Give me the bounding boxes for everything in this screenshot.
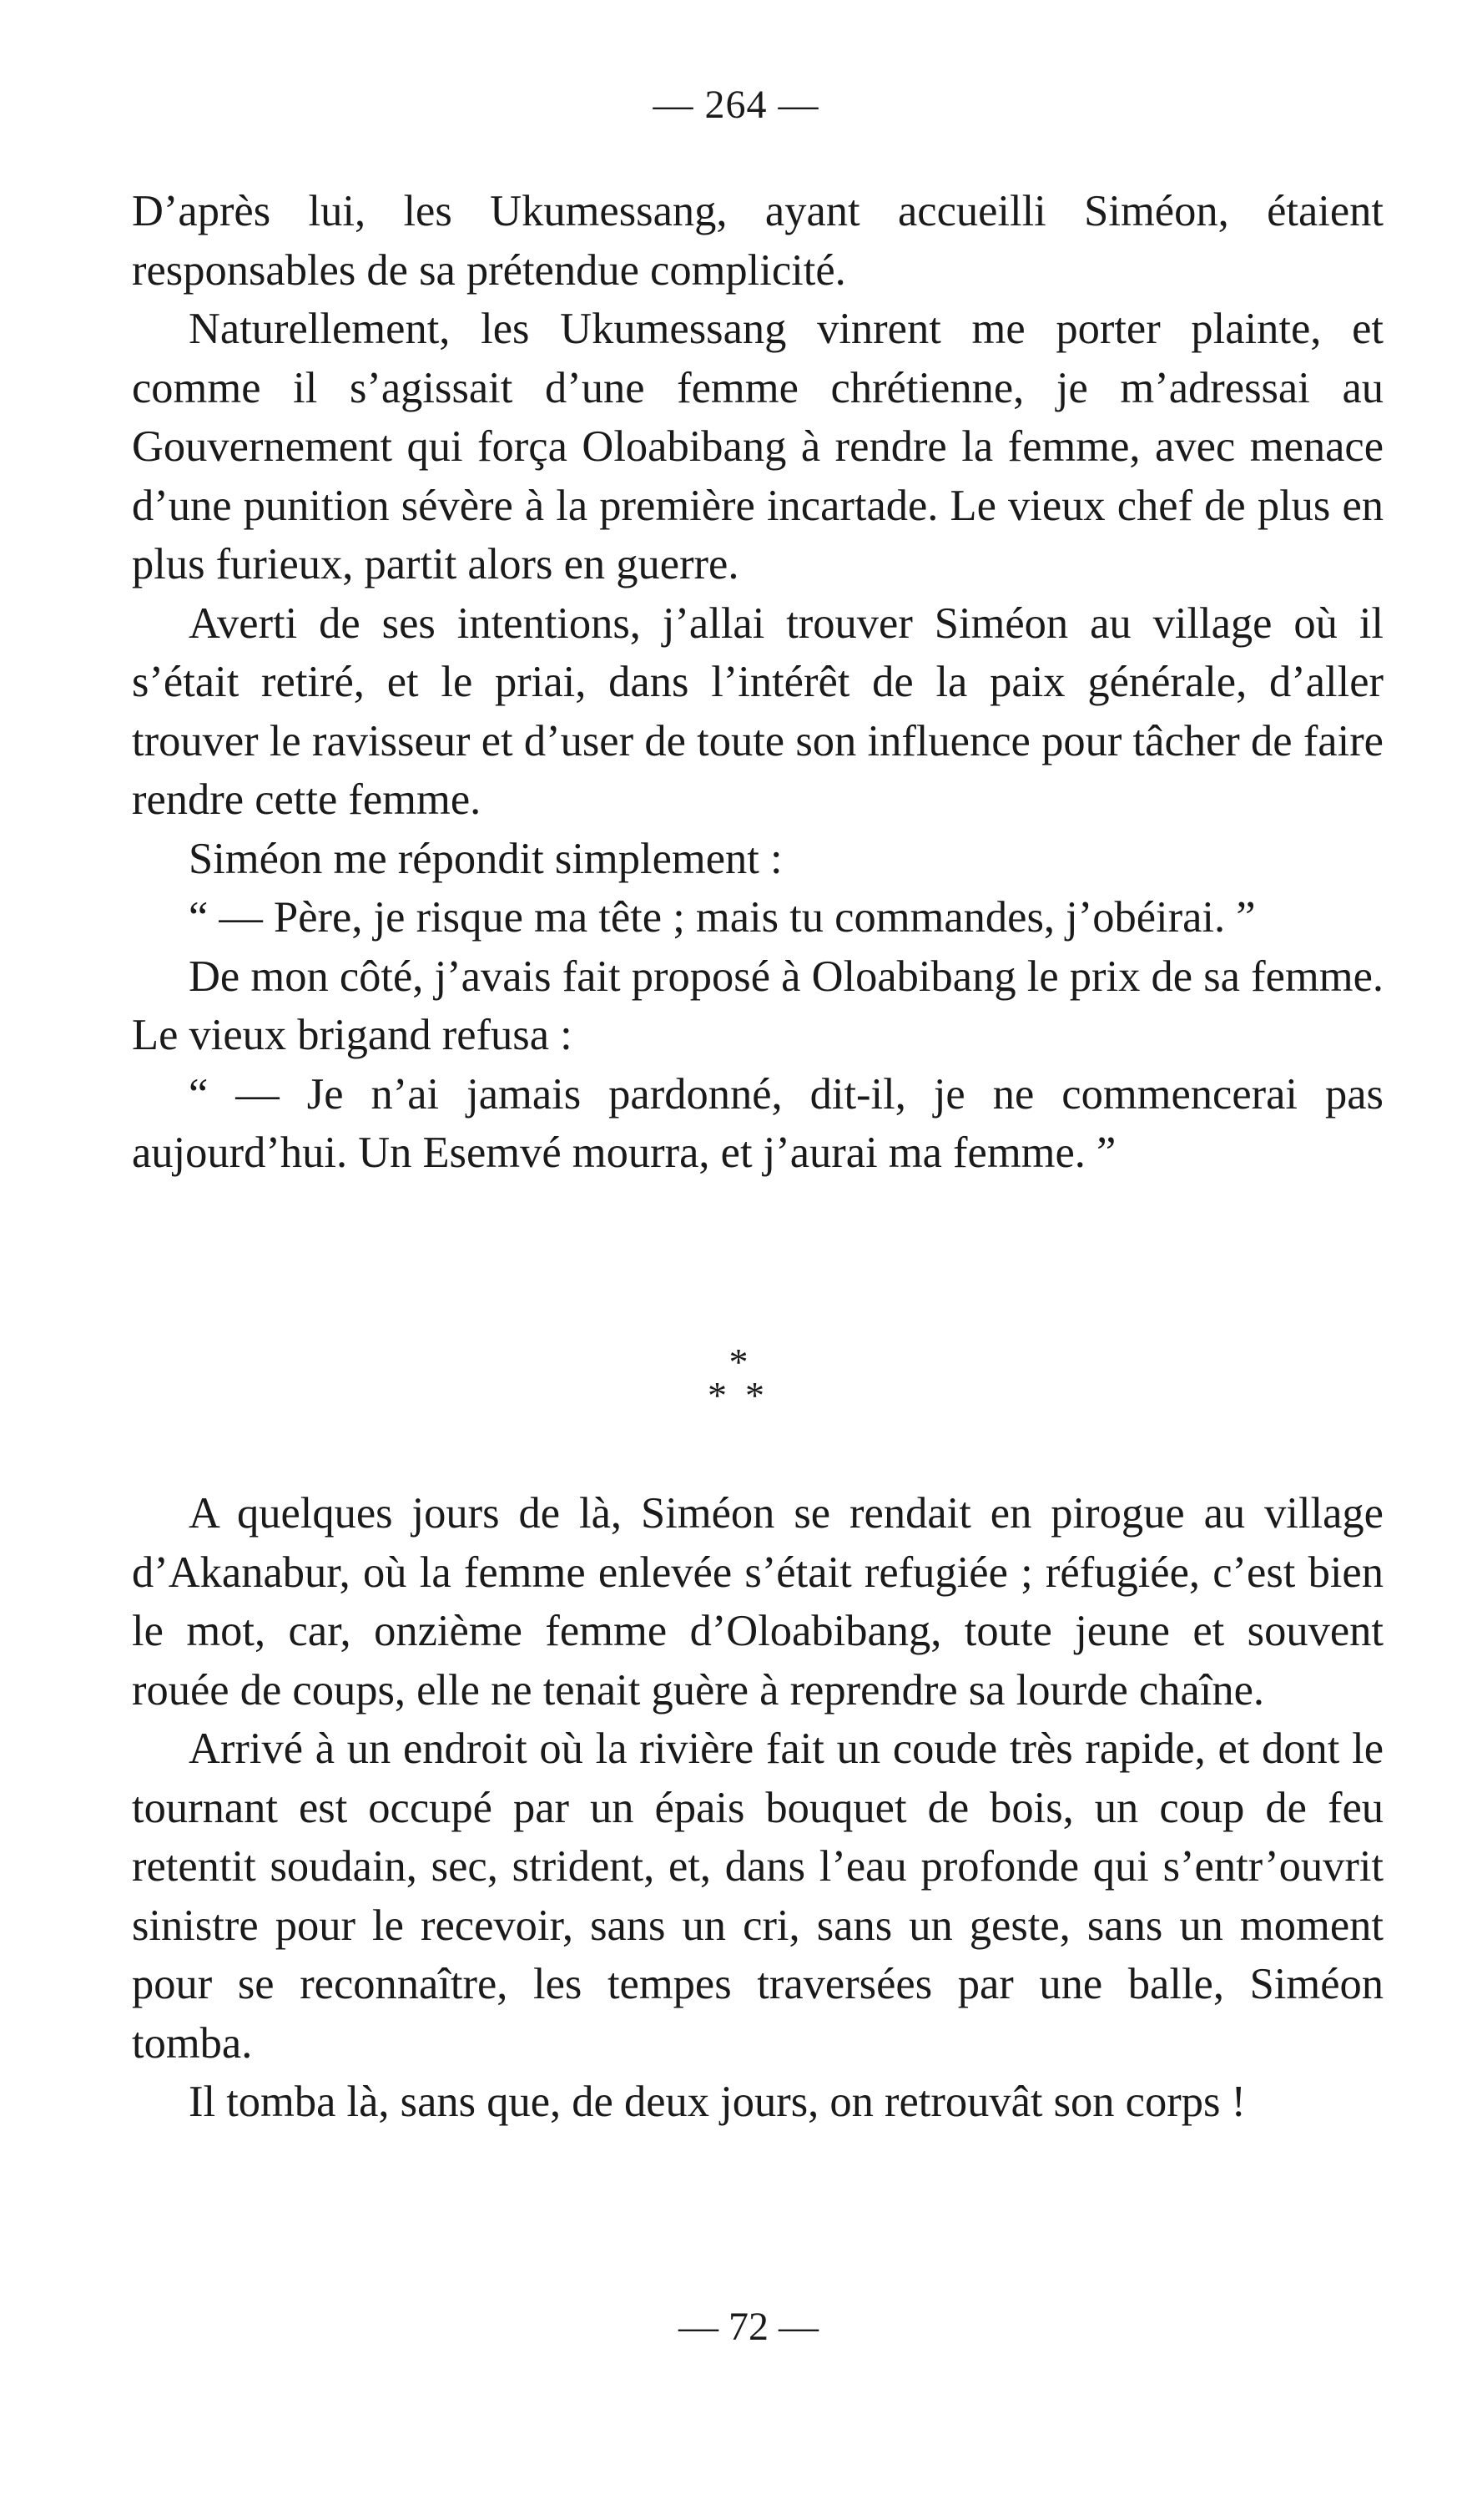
paragraph: De mon côté, j’avais fait proposé à Oloabibang le prix de sa femme. Le vieux brigand refusa : bbox=[132, 952, 1384, 1059]
paragraph: Siméon me répondit simplement : bbox=[189, 834, 783, 883]
asterism-bottom: ** bbox=[708, 1374, 783, 1417]
section-separator-asterism bbox=[0, 1341, 1472, 1417]
paragraph: Naturellement, les Ukumessang vinrent me porter plainte, et comme il s’agissait d’une femme chrétienne, je m’adressai au Gouvernement qui força Oloabibang à rendre la femme, avec menace d’une punition sévère à la première incartade. Le vieux chef de plus en plus furieux, partit alors en guerre. bbox=[132, 305, 1384, 588]
paragraph: Averti de ses intentions, j’allai trouver Siméon au village où il s’était retiré, et le priai, dans l’intérêt de la paix générale, d’aller trouver le ravisseur et d’user de toute son influence pour tâcher de faire rendre cette femme. bbox=[132, 598, 1384, 824]
paragraph: Il tomba là, sans que, de deux jours, on retrouvât son corps ! bbox=[189, 2078, 1246, 2126]
quote-paragraph: “ — Père, je risque ma tête ; mais tu commandes, j’obéirai. ” bbox=[189, 893, 1256, 942]
paragraph: D’après lui, les Ukumessang, ayant accueilli Siméon, étaient responsables de sa prétendue complicité. bbox=[132, 187, 1384, 295]
text-section-1 bbox=[132, 182, 1384, 1183]
page-number-top: — 264 — bbox=[653, 83, 819, 127]
paragraph: A quelques jours de là, Siméon se rendait en pirogue au village d’Akanabur, où la femme enlevée s’était refugiée ; réfugiée, c’est bien le mot, car, onzième femme d’Oloabibang, toute jeune et souvent rouée de coups, elle ne tenait guère à reprendre sa lourde chaîne. bbox=[132, 1489, 1384, 1715]
page-number-bottom: — 72 — bbox=[678, 2305, 819, 2349]
paragraph: Arrivé à un endroit où la rivière fait un coude très rapide, et dont le tournant est occupé par un épais bouquet de bois, un coup de feu retentit soudain, sec, strident, et, dans l’eau profonde qui s’entr’ouvrit sinistre pour le recevoir, sans un cri, sans un geste, sans un moment pour se reconnaître, les tempes traversées par une balle, Siméon tomba. bbox=[132, 1725, 1384, 2068]
quote-paragraph: “ — Je n’ai jamais pardonné, dit-il, je ne commencerai pas aujourd’hui. Un Esemvé mourra, et j’aurai ma femme. ” bbox=[132, 1069, 1384, 1177]
asterism-top: * bbox=[728, 1341, 749, 1383]
text-section-2 bbox=[132, 1484, 1384, 2132]
